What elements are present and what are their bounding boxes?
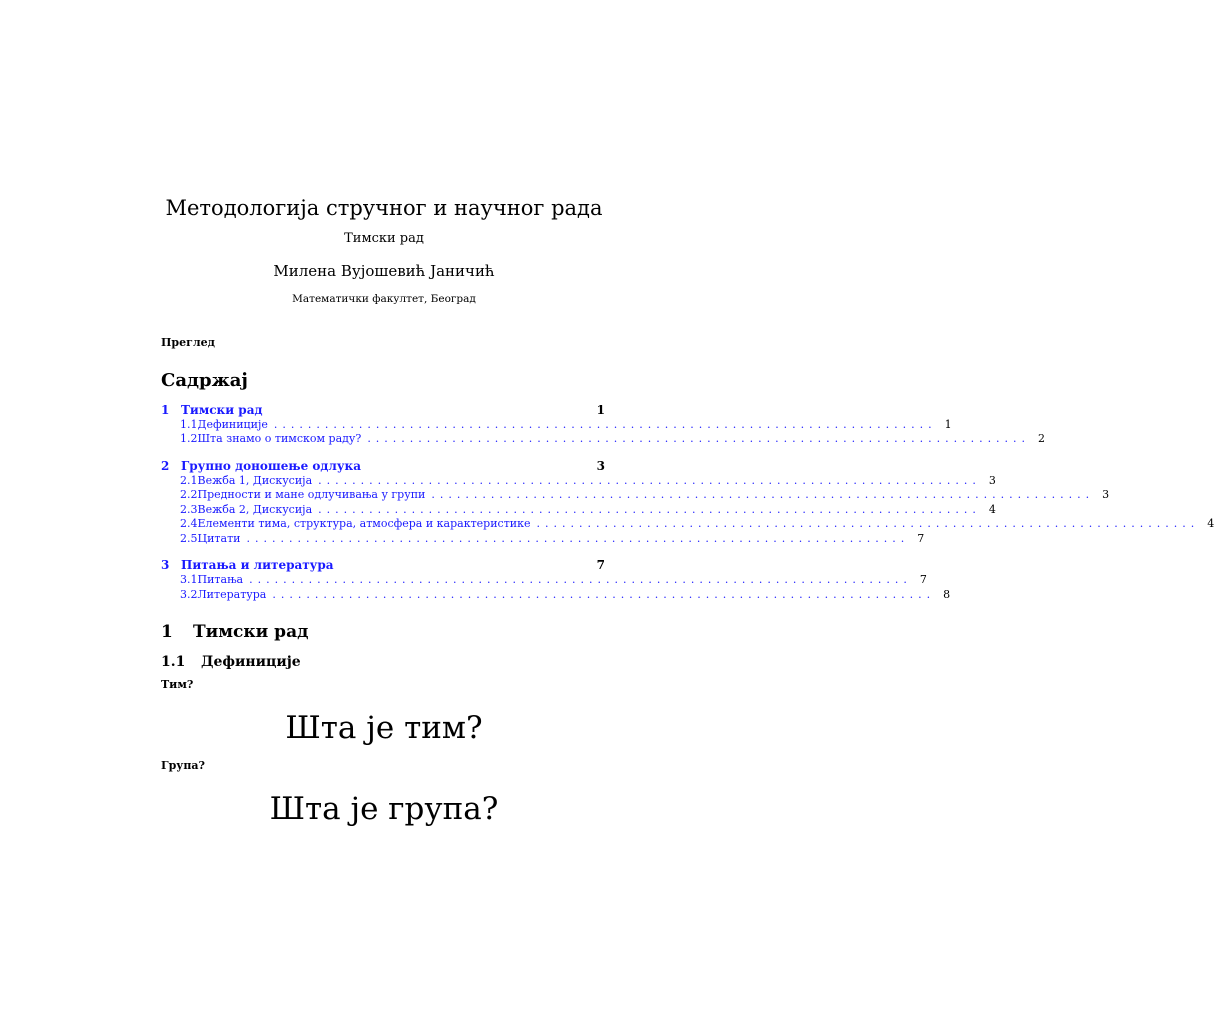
toc-subsection-link[interactable] xyxy=(161,573,927,588)
toc-leader-dots: .............................................................................. xyxy=(246,531,910,545)
abstract-label: Преглед xyxy=(161,336,215,349)
toc-section-page: 3 xyxy=(596,458,605,473)
toc-subsection-number: 3.1 xyxy=(180,573,198,587)
table-of-contents xyxy=(161,402,1214,602)
toc-section-title: Тимски рад xyxy=(181,402,263,417)
document-affiliation: Математички факултет, Београд xyxy=(292,293,476,305)
toc-subsection-title: Елементи тима, структура, атмосфера и карактеристике xyxy=(197,517,531,531)
toc-subsection-page: 1 xyxy=(944,417,952,431)
question-team: Шта је тим? xyxy=(285,710,483,746)
toc-leader-dots: .............................................................................. xyxy=(536,517,1200,531)
toc-subsection-link[interactable] xyxy=(161,488,1110,503)
toc-subsection-title: Вежба 1, Дискусија xyxy=(197,473,313,487)
toc-section-number: 3 xyxy=(161,558,170,572)
toc-section-page: 7 xyxy=(596,558,605,572)
toc-section-link[interactable] xyxy=(161,458,605,473)
paragraph-label-team: Тим? xyxy=(161,678,194,691)
toc-subsection-title: Вежба 2, Дискусија xyxy=(197,502,313,516)
toc-leader-dots: .............................................................................. xyxy=(249,573,912,587)
toc-section-title: Питања и литература xyxy=(181,558,334,572)
toc-subsection-title: Дефиниције xyxy=(197,417,268,431)
toc-subsection-link[interactable] xyxy=(161,473,996,488)
toc-subsection-number: 2.5 xyxy=(180,531,198,545)
question-group: Шта је група? xyxy=(269,791,499,827)
toc-subsection-number: 1.2 xyxy=(180,432,198,446)
toc-subsection-page: 4 xyxy=(988,502,996,516)
toc-section-title: Групно доношење одлука xyxy=(181,458,361,473)
toc-subsection-number: 2.1 xyxy=(180,473,198,487)
section-title: Тимски рад xyxy=(193,622,309,642)
toc-subsection-link[interactable] xyxy=(161,517,1214,532)
toc-heading: Садржај xyxy=(161,370,248,391)
toc-subsection-number: 2.4 xyxy=(180,517,198,531)
document-author: Милена Вујошевић Јаничић xyxy=(273,262,495,280)
toc-subsection-link[interactable] xyxy=(161,587,951,602)
toc-subsection-page: 3 xyxy=(988,473,996,487)
toc-leader-dots: .............................................................................. xyxy=(431,488,1095,502)
subsection-number: 1.1 xyxy=(161,654,186,670)
toc-section-link[interactable] xyxy=(161,558,605,573)
subsection-title: Дефиниције xyxy=(201,654,301,670)
section-heading xyxy=(161,622,308,642)
toc-subsection-number: 3.2 xyxy=(180,587,198,601)
toc-subsection-number: 2.3 xyxy=(180,502,198,516)
toc-leader-dots: .............................................................................. xyxy=(273,417,937,431)
toc-subsection-page: 3 xyxy=(1102,488,1110,502)
toc-subsection-link[interactable] xyxy=(161,531,925,546)
toc-subsection-page: 4 xyxy=(1207,517,1214,531)
toc-subsection-page: 7 xyxy=(917,531,925,545)
toc-subsection-number: 1.1 xyxy=(180,417,198,431)
toc-subsection-link[interactable] xyxy=(161,417,952,432)
toc-subsection-link[interactable] xyxy=(161,432,1046,447)
toc-subsection-title: Предности и мане одлучивања у групи xyxy=(197,488,426,502)
document-subtitle: Тимски рад xyxy=(344,231,424,246)
toc-subsection-title: Питања xyxy=(197,573,244,587)
toc-leader-dots: .............................................................................. xyxy=(318,502,981,516)
toc-subsection-title: Цитати xyxy=(197,531,241,545)
subsection-heading xyxy=(161,654,301,670)
toc-subsection-page: 8 xyxy=(943,587,951,601)
toc-leader-dots: .............................................................................. xyxy=(367,432,1031,446)
document-title: Методологија стручног и научног рада xyxy=(165,196,603,220)
toc-subsection-link[interactable] xyxy=(161,502,996,517)
toc-subsection-title: Шта знамо о тимском раду? xyxy=(197,432,362,446)
toc-subsection-title: Литература xyxy=(197,587,267,601)
toc-section-number: 2 xyxy=(161,458,170,473)
toc-section-page: 1 xyxy=(596,402,605,417)
toc-section-link[interactable] xyxy=(161,402,605,417)
toc-subsection-number: 2.2 xyxy=(180,488,198,502)
section-number: 1 xyxy=(161,622,173,642)
toc-leader-dots: .............................................................................. xyxy=(272,587,936,601)
paragraph-label-group: Група? xyxy=(161,759,205,772)
toc-section-number: 1 xyxy=(161,402,170,417)
toc-subsection-page: 2 xyxy=(1038,432,1046,446)
toc-subsection-page: 7 xyxy=(919,573,927,587)
toc-leader-dots: .............................................................................. xyxy=(318,473,981,487)
